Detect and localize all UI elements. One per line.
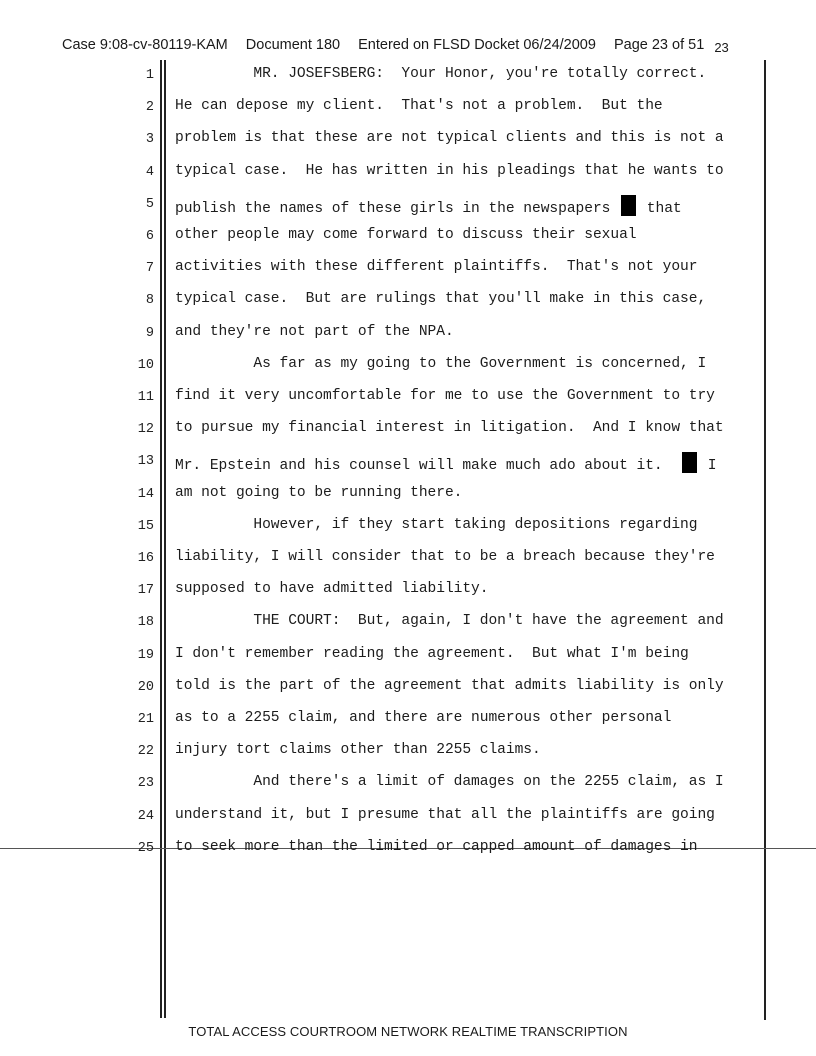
- transcript-line: [0, 287, 816, 317]
- line-text: [175, 710, 760, 726]
- line-text-segment: typical case. But are rulings that you'll make in this case,: [175, 291, 707, 308]
- line-text: [175, 452, 760, 474]
- case-number: Case 9:08-cv-80119-KAM: [62, 37, 228, 53]
- line-text: [175, 678, 760, 694]
- line-text-segment: typical case. He has written in his pleadings that he wants to: [175, 162, 724, 179]
- line-text: [175, 646, 760, 662]
- line-text: [175, 356, 760, 372]
- transcript-line: [0, 609, 816, 639]
- line-text: [175, 807, 760, 823]
- line-number: 7: [145, 261, 154, 277]
- transcript-line: [0, 159, 816, 189]
- line-number: 16: [137, 551, 154, 566]
- line-text-tail: I: [699, 458, 717, 475]
- line-number: 21: [137, 712, 154, 727]
- line-text-segment: As far as my going to the Government is concerned, I: [175, 355, 707, 372]
- line-text: [175, 195, 760, 217]
- transcript-line: [0, 62, 816, 92]
- line-text: [175, 66, 760, 82]
- transcript-line: [0, 770, 816, 800]
- transcription-footer: TOTAL ACCESS COURTROOM NETWORK REALTIME TRANSCRIPTION: [188, 1024, 628, 1039]
- transcript-line: [0, 384, 816, 414]
- line-number: 15: [137, 518, 154, 534]
- line-text-segment: understand it, but I presume that all the plaintiffs are going: [175, 806, 715, 823]
- line-number: 12: [137, 422, 154, 438]
- page-indicator: Page 23 of 51: [613, 37, 705, 53]
- line-text: [175, 130, 760, 146]
- docket-header: [62, 37, 812, 53]
- transcript-line: [0, 255, 816, 285]
- transcript-line: [0, 738, 816, 768]
- line-text-segment: And there's a limit of damages on the 2255 claim, as I: [175, 774, 724, 791]
- line-text-segment: am not going to be running there.: [175, 484, 463, 501]
- line-number: 13: [137, 454, 154, 470]
- line-text-segment: liability, I will consider that to be a breach because they're: [175, 549, 715, 565]
- line-text-segment: as to a 2255 claim, and there are numerous other personal: [175, 710, 672, 726]
- line-text-segment: find it very uncomfortable for me to use the Government to try: [175, 388, 715, 404]
- line-number: 23: [137, 776, 154, 792]
- line-text: [175, 549, 760, 565]
- line-number: 2: [145, 100, 154, 116]
- transcript-line: [0, 94, 816, 124]
- transcript-line: [0, 545, 816, 575]
- transcript-line: [0, 803, 816, 833]
- redaction-block: [621, 195, 636, 216]
- line-number: 19: [137, 647, 154, 663]
- transcript-line: [0, 706, 816, 736]
- transcript-line: [0, 448, 816, 478]
- line-text-segment: He can depose my client. That's not a problem. But the: [175, 98, 663, 115]
- line-number: 20: [137, 679, 154, 695]
- line-text-segment: supposed to have admitted liability.: [175, 581, 489, 598]
- line-text-segment: publish the names of these girls in the newspapers: [175, 200, 620, 217]
- line-text: [175, 613, 760, 629]
- line-text-segment: to pursue my financial interest in litigation. And I know that: [175, 420, 724, 437]
- line-text: [175, 388, 760, 404]
- transcript-line: [0, 481, 816, 511]
- line-text: [175, 839, 760, 855]
- line-number: 22: [137, 744, 154, 760]
- transcript-line: [0, 223, 816, 253]
- line-number: 10: [137, 357, 154, 373]
- line-text-segment: injury tort claims other than 2255 claims.: [175, 742, 541, 759]
- line-text: [175, 163, 760, 179]
- line-text: [175, 420, 760, 436]
- transcript-line: [0, 577, 816, 607]
- line-text-segment: and they're not part of the NPA.: [175, 323, 454, 340]
- line-number: 5: [145, 196, 154, 212]
- line-text-segment: THE COURT: But, again, I don't have the agreement and: [175, 613, 724, 630]
- line-number: 8: [145, 293, 154, 309]
- line-text: [175, 98, 760, 114]
- line-text: [175, 291, 760, 307]
- docket-entry-date: Entered on FLSD Docket 06/24/2009: [358, 37, 596, 53]
- transcript-line: [0, 352, 816, 382]
- transcript-line: [0, 320, 816, 350]
- line-text: [175, 227, 760, 243]
- transcript-line: [0, 191, 816, 221]
- line-text: [175, 774, 760, 790]
- line-number: 3: [145, 132, 154, 148]
- line-text-segment: I don't remember reading the agreement. But what I'm being: [175, 645, 689, 662]
- line-number: 1: [145, 68, 154, 83]
- line-number: 4: [145, 164, 154, 180]
- line-text: [175, 485, 760, 501]
- transcript-line: [0, 835, 816, 865]
- line-text-tail: that: [638, 200, 682, 217]
- line-text: [175, 742, 760, 758]
- line-text: [175, 324, 760, 340]
- document-number: Document 180: [245, 37, 341, 53]
- line-number: 6: [145, 229, 154, 244]
- transcript-line: [0, 126, 816, 156]
- line-text: [175, 517, 760, 533]
- line-text-segment: told is the part of the agreement that admits liability is only: [175, 677, 724, 694]
- line-number: 25: [137, 840, 154, 856]
- redaction-block: [682, 452, 697, 473]
- line-text-segment: other people may come forward to discuss their sexual: [175, 227, 637, 243]
- line-text: [175, 259, 760, 275]
- line-text-segment: to seek more than the limited or capped amount of damages in: [175, 838, 698, 855]
- transcript-line: [0, 674, 816, 704]
- line-text-segment: Mr. Epstein and his counsel will make much ado about it.: [175, 458, 681, 475]
- transcript-page-number: 23: [714, 40, 729, 55]
- line-number: 17: [137, 583, 154, 599]
- line-number: 11: [137, 390, 154, 405]
- line-text-segment: However, if they start taking depositions regarding: [175, 516, 698, 533]
- line-text-segment: activities with these different plaintiffs. That's not your: [175, 259, 698, 276]
- transcript-line: [0, 416, 816, 446]
- transcript-line: [0, 513, 816, 543]
- line-number: 9: [145, 325, 154, 341]
- line-text-segment: problem is that these are not typical clients and this is not a: [175, 130, 724, 147]
- line-number: 18: [137, 615, 154, 631]
- transcript-line: [0, 642, 816, 672]
- line-number: 14: [137, 486, 154, 502]
- line-number: 24: [137, 808, 154, 824]
- line-text: [175, 581, 760, 597]
- line-text-segment: MR. JOSEFSBERG: Your Honor, you're totally correct.: [175, 66, 707, 82]
